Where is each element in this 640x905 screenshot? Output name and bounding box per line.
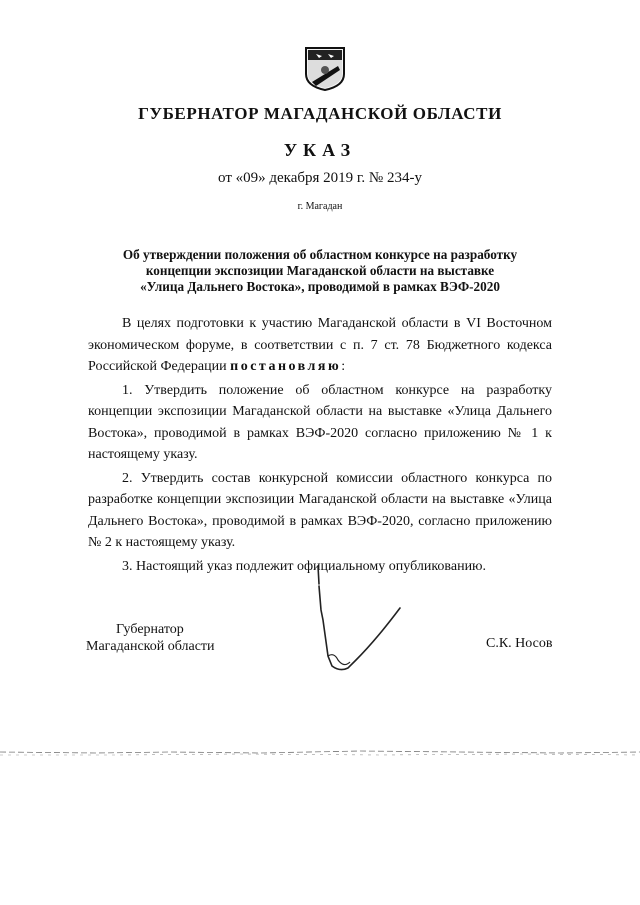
coat-of-arms-icon [302, 44, 348, 92]
subject-line: «Улица Дальнего Востока», проводимой в рамках ВЭФ-2020 [140, 279, 500, 294]
document-type: УКАЗ [283, 140, 357, 160]
decree-body [88, 313, 552, 577]
decree-item-3: 3. Настоящий указ подлежит официальному опубликованию. [122, 558, 487, 574]
subject-line: Об утверждении положения об областном конкурсе на разработку [122, 247, 518, 262]
signer-position-line: Губернатор [116, 622, 184, 637]
signer-position [86, 621, 215, 655]
place-of-issue: г. Магадан [297, 201, 343, 212]
decree-item-1: 1. Утвердить положение об областном конкурсе на разработку концепции экспозиции Магаданской области на выставке «Улица Дальнего Востока», проводимой в рамках ВЭФ-2020 согласно приложению № 1 к настоящему указу. [88, 382, 552, 462]
issuing-authority: ГУБЕРНАТОР МАГАДАНСКОЙ ОБЛАСТИ [138, 104, 502, 123]
subject-line: концепции экспозиции Магаданской области на выставке [145, 263, 495, 278]
signer-position-line: Магаданской области [86, 639, 215, 654]
decree-colon: : [341, 359, 346, 374]
preamble-paragraph [88, 313, 552, 378]
handwritten-signature [304, 560, 414, 680]
decree-item-2: 2. Утвердить состав конкурсной комиссии областного конкурса по разработке концепции экспозиции Магаданской области на выставке «Улица Дальнего Востока», проводимой в рамках ВЭФ-2020, согласно приложению № 2 к настоящему указу. [88, 470, 552, 550]
decree-subject [90, 247, 550, 295]
page-edge-divider [0, 742, 640, 762]
signer-name: С.К. Носов [486, 636, 553, 651]
decree-word: постановляю [230, 359, 342, 374]
preamble-text: В целях подготовки к участию Магаданской области в VI Восточном экономическом форуме, в соответствии с п. 7 ст. 78 Бюджетного кодекса Российской Федерации [88, 316, 552, 374]
date-and-number: от «09» декабря 2019 г. № 234-у [218, 170, 422, 186]
